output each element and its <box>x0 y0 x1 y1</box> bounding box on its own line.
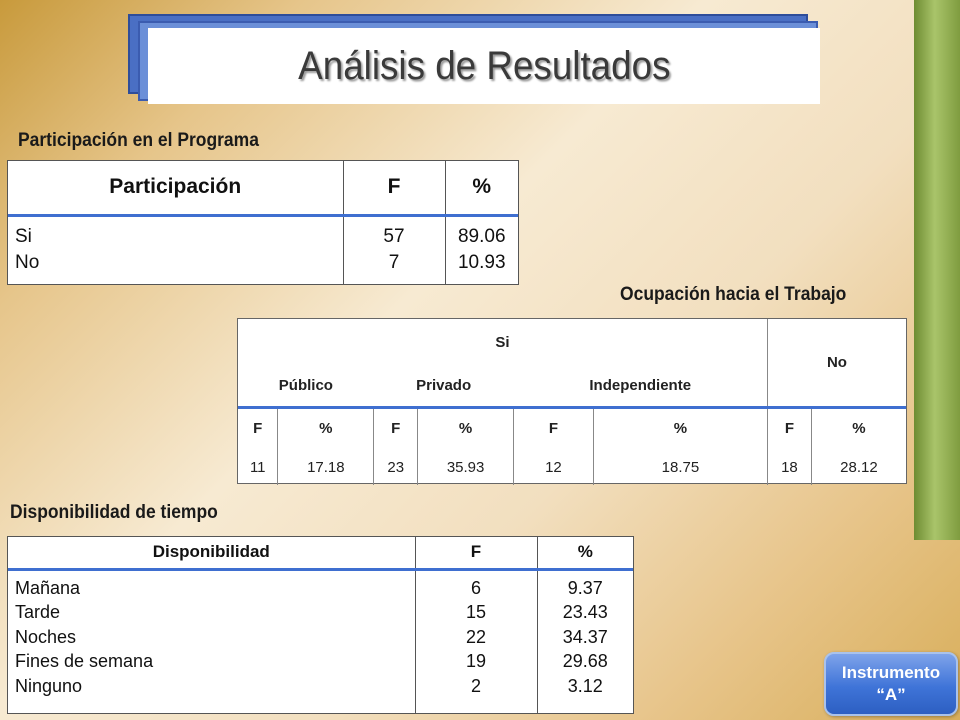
participation-heading: Participación en el Programa <box>18 130 259 151</box>
table-header-row <box>8 161 518 215</box>
value-cell: 18.75 <box>593 449 767 485</box>
table-row <box>8 215 518 284</box>
percent-value: 34.37 <box>562 626 608 647</box>
percent-value: 29.68 <box>562 651 608 671</box>
table-row <box>8 569 633 713</box>
occupation-table <box>237 318 907 484</box>
button-label-line1: Instrumento <box>841 663 941 682</box>
frequency-value: 6 <box>470 577 481 598</box>
frequency-value: 2 <box>470 675 481 696</box>
frequency-value: 19 <box>465 651 487 671</box>
frequency-value: 57 <box>383 225 405 247</box>
title-box <box>148 28 820 104</box>
percent-value: 23.43 <box>562 602 608 622</box>
value-cell: 12 <box>514 449 594 485</box>
column-header: F <box>514 407 594 449</box>
column-header: F <box>415 537 537 569</box>
column-header: F <box>767 407 811 449</box>
frequency-value: 22 <box>465 626 487 647</box>
group-no-header: No <box>767 319 906 407</box>
column-header: % <box>593 407 767 449</box>
group-header-row <box>238 319 906 365</box>
occupation-heading: Ocupación hacia el Trabajo <box>620 284 847 305</box>
frequency-cell <box>415 569 537 713</box>
column-header: % <box>418 407 514 449</box>
participation-table <box>7 160 519 285</box>
column-header: % <box>445 161 518 215</box>
column-header: F <box>343 161 445 215</box>
label-cell <box>8 569 415 713</box>
row-label: Tarde <box>15 602 61 622</box>
column-header: Participación <box>8 161 343 215</box>
percent-value: 89.06 <box>457 225 506 247</box>
subgroup-privado: Privado <box>416 376 472 394</box>
percent-value: 3.12 <box>567 675 603 696</box>
value-cell: 18 <box>767 449 811 485</box>
column-header: F <box>374 407 418 449</box>
percent-value: 10.93 <box>457 251 506 273</box>
button-label-line2: “A” <box>876 685 906 704</box>
group-si-header: Si <box>495 333 510 351</box>
column-header: % <box>811 407 906 449</box>
column-header: % <box>537 537 633 569</box>
value-cell: 17.18 <box>278 449 374 485</box>
availability-table <box>7 536 634 714</box>
row-label: No <box>15 251 40 273</box>
instrument-a-button[interactable] <box>824 652 958 716</box>
column-header: % <box>278 407 374 449</box>
value-cell: 23 <box>374 449 418 485</box>
column-header: Disponibilidad <box>8 537 415 569</box>
value-cell: 28.12 <box>811 449 906 485</box>
availability-heading: Disponibilidad de tiempo <box>10 502 218 523</box>
value-cell: 35.93 <box>418 449 514 485</box>
page-title: Análisis de Resultados <box>297 43 671 88</box>
frequency-value: 15 <box>465 602 487 622</box>
percent-value: 9.37 <box>567 577 603 598</box>
row-label: Ninguno <box>15 675 83 696</box>
row-label: Noches <box>15 626 77 647</box>
subgroup-publico: Público <box>278 376 333 394</box>
frequency-value: 7 <box>388 251 400 273</box>
decorative-side-bar <box>914 0 960 540</box>
label-cell <box>8 215 343 284</box>
row-label: Fines de semana <box>15 651 154 671</box>
table-row <box>238 449 906 485</box>
subgroup-independiente: Independiente <box>589 376 692 394</box>
value-cell: 11 <box>249 458 266 476</box>
row-label: Mañana <box>15 577 81 598</box>
table-header-row <box>8 537 633 569</box>
percent-cell <box>445 215 518 284</box>
percent-cell <box>537 569 633 713</box>
column-header: F <box>238 407 278 449</box>
row-label: Si <box>15 225 32 247</box>
column-header-row <box>238 407 906 449</box>
frequency-cell <box>343 215 445 284</box>
